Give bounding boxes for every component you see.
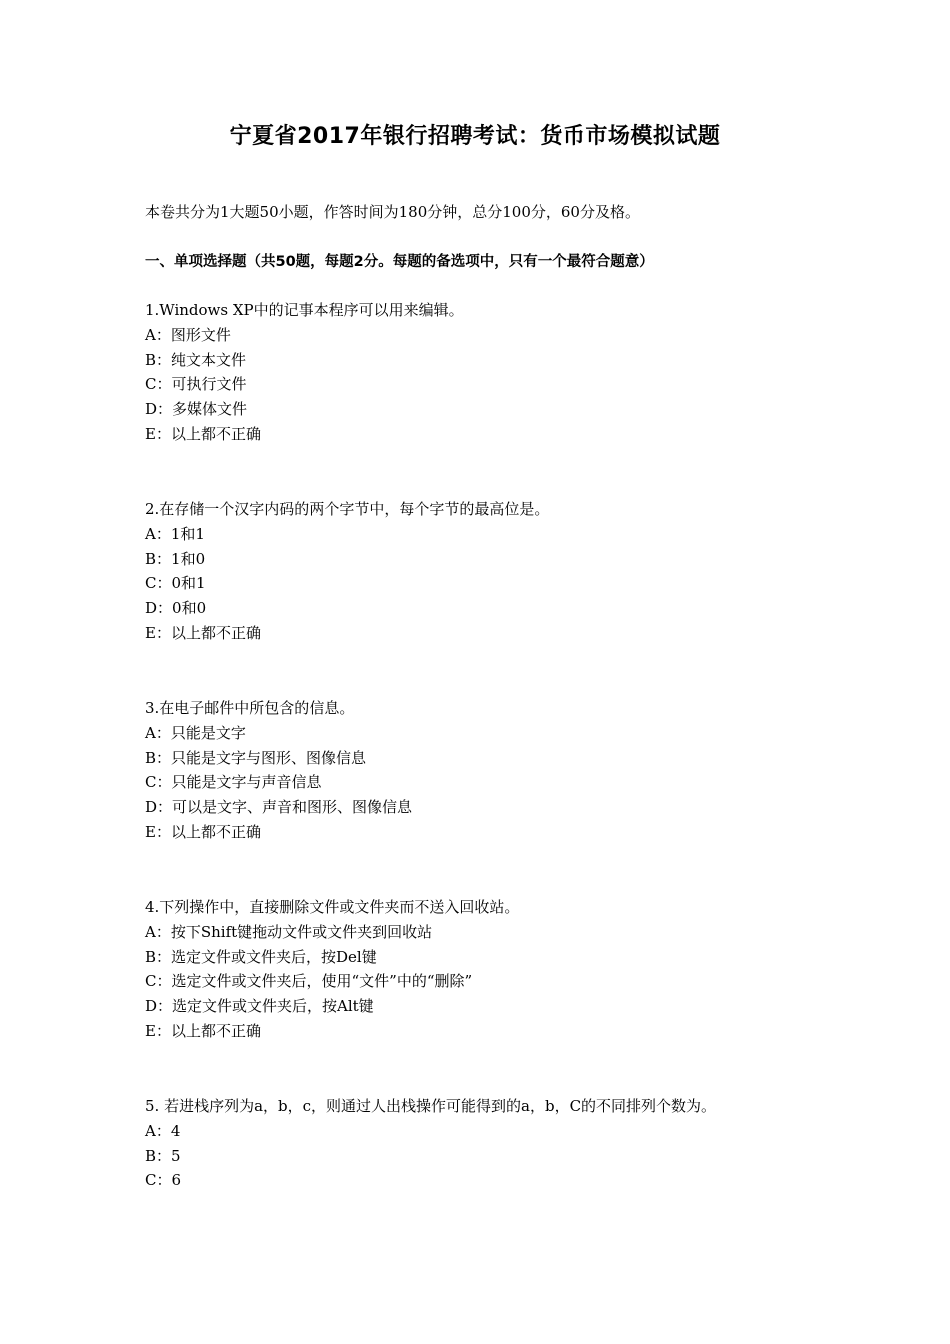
question-4 (145, 895, 519, 1044)
option-c: C：选定文件或文件夹后，使用“文件”中的“删除” (145, 972, 473, 991)
option-c: C：6 (145, 1171, 182, 1190)
option-b: B：只能是文字与图形、图像信息 (145, 748, 367, 767)
option-b: B：5 (145, 1146, 181, 1165)
option-d: D：可以是文字、声音和图形、图像信息 (145, 798, 413, 817)
exam-intro: 本卷共分为1大题50小题，作答时间为180分钟，总分100分，60分及格。 (145, 203, 640, 221)
option-e: E：以上都不正确 (145, 1021, 261, 1040)
question-stem: 2.在存储一个汉字内码的两个字节中，每个字节的最高位是。 (145, 500, 550, 518)
question-stem: 5. 若进栈序列为a，b，c，则通过人出栈操作可能得到的a，b，C的不同排列个数为。 (145, 1097, 717, 1115)
option-e: E：以上都不正确 (145, 822, 261, 841)
question-stem: 3.在电子邮件中所包含的信息。 (145, 699, 355, 717)
question-5 (145, 1094, 716, 1193)
option-e: E：以上都不正确 (145, 424, 261, 443)
option-a: A：1和1 (145, 524, 205, 543)
option-b: B：选定文件或文件夹后，按Del键 (145, 947, 377, 966)
option-e: E：以上都不正确 (145, 623, 261, 642)
question-3 (145, 696, 412, 845)
option-b: B：纯文本文件 (145, 350, 247, 369)
option-a: A：4 (145, 1121, 181, 1140)
question-stem: 1.Windows XP中的记事本程序可以用来编辑。 (145, 301, 464, 319)
option-c: C：可执行文件 (145, 375, 247, 394)
question-stem: 4.下列操作中，直接删除文件或文件夹而不送入回收站。 (145, 898, 520, 916)
question-2 (145, 497, 549, 646)
option-a: A：只能是文字 (145, 723, 246, 742)
section-heading: 一、单项选择题（共50题，每题2分。每题的备选项中，只有一个最符合题意） (145, 254, 654, 270)
option-d: D：0和0 (145, 599, 207, 618)
option-c: C：0和1 (145, 574, 206, 593)
question-1 (145, 298, 464, 447)
option-d: D：选定文件或文件夹后，按Alt键 (145, 997, 374, 1016)
option-b: B：1和0 (145, 549, 206, 568)
option-a: A：按下Shift键拖动文件或文件夹到回收站 (145, 922, 433, 941)
option-a: A：图形文件 (145, 325, 231, 344)
option-c: C：只能是文字与声音信息 (145, 773, 322, 792)
option-d: D：多媒体文件 (145, 400, 248, 419)
document-title: 宁夏省2017年银行招聘考试：货币市场模拟试题 (229, 124, 721, 149)
